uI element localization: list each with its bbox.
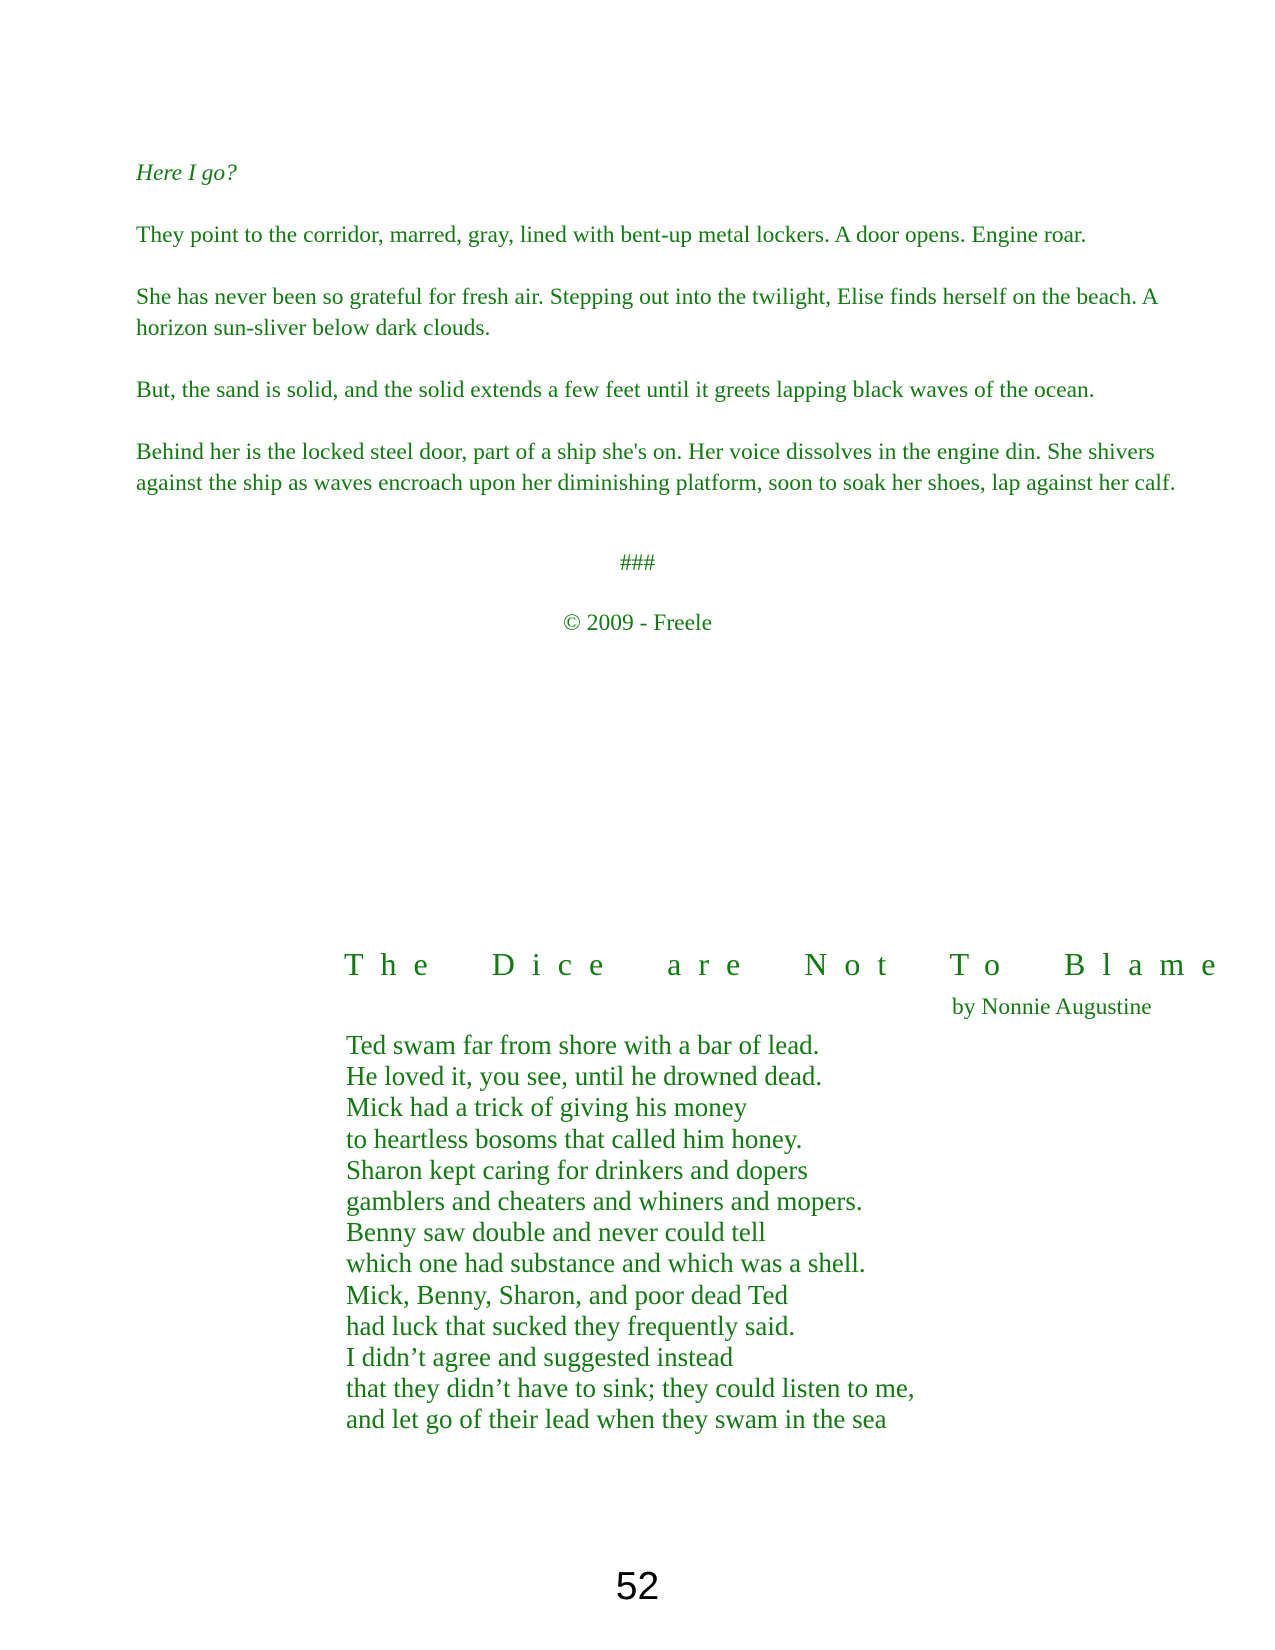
page-number: 52 — [615, 1565, 660, 1608]
poem-line: Ted swam far from shore with a bar of lead. — [346, 1030, 820, 1060]
poem-author: by Nonnie Augustine — [952, 994, 1152, 1020]
story-paragraph: She has never been so grateful for fresh air. Stepping out into the twilight, Elise finds herself on the beach. A horizon sun-sliver below dark clouds. — [136, 284, 1158, 341]
section-separator: ### — [619, 550, 656, 576]
poem-line: Sharon kept caring for drinkers and dopers — [346, 1154, 808, 1185]
poem-line: He loved it, you see, until he drowned dead. — [346, 1061, 823, 1092]
poem-line: that they didn’t have to sink; they could listen to me, — [346, 1373, 915, 1404]
poem-line: Benny saw double and never could tell — [346, 1217, 766, 1248]
story-paragraph: Here I go? — [136, 160, 237, 186]
poem-line: had luck that sucked they frequently said. — [346, 1310, 796, 1341]
poem-title: The Dice are Not To Blame — [344, 946, 1233, 982]
poem-line: Mick had a trick of giving his money — [346, 1092, 748, 1123]
poem-line: I didn’t agree and suggested instead — [346, 1342, 734, 1373]
story-text — [136, 158, 1196, 530]
poem-line: and let go of their lead when they swam in the sea — [346, 1404, 887, 1435]
poem-line: gamblers and cheaters and whiners and mopers. — [346, 1186, 863, 1217]
poem-line: to heartless bosoms that called him honey. — [346, 1123, 803, 1154]
copyright-line: © 2009 - Freele — [562, 610, 713, 636]
story-paragraph: They point to the corridor, marred, gray, lined with bent-up metal lockers. A door opens. Engine roar. — [136, 222, 1087, 248]
poem-line: Mick, Benny, Sharon, and poor dead Ted — [346, 1279, 789, 1310]
story-paragraph: But, the sand is solid, and the solid extends a few feet until it greets lapping black waves of the ocean. — [136, 377, 1095, 403]
story-paragraph: Behind her is the locked steel door, part of a ship she's on. Her voice dissolves in the engine din. She shivers against the ship as waves encroach upon her diminishing platform, soon to soak her shoes, lap against her calf. — [136, 439, 1176, 496]
poem-line: which one had substance and which was a shell. — [346, 1248, 866, 1279]
poem-body — [346, 1030, 915, 1436]
